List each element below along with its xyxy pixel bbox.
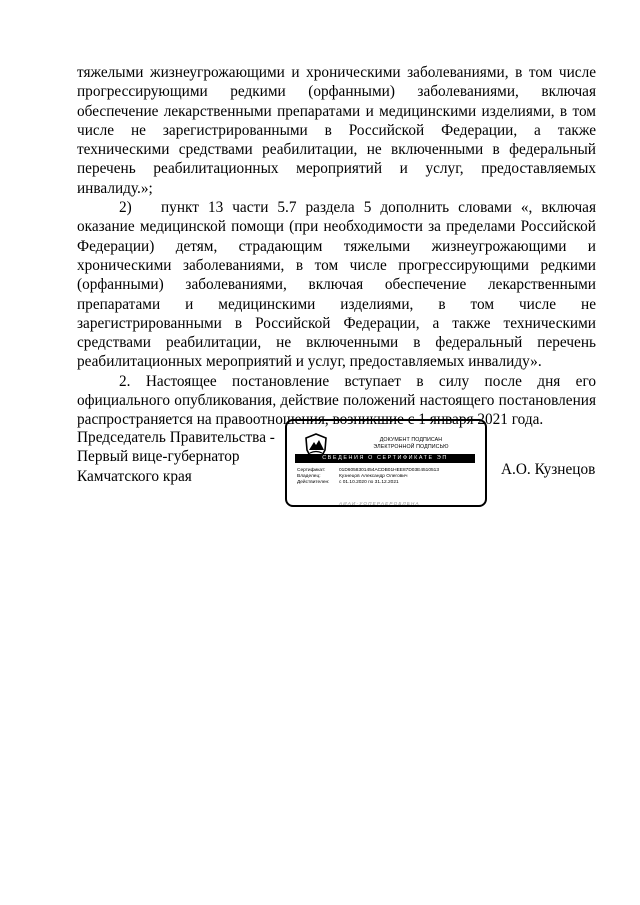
stamp-title [351,437,471,451]
validity-row: Действителен: с 01.10.2020 по 31.12.2021 [297,480,399,486]
position-line-3: Камчатского края [77,467,192,485]
paragraph-effective-date: 2. Настоящее постановление вступает в силу после дня его официального опубликования, действие положений настоящего постановления распространяется на правоотношения, возникшие с 1 января 2021 года. [77,372,596,429]
stamp-info-bar: СВЕДЕНИЯ О СЕРТИФИКАТЕ ЭП [295,454,475,463]
stamp-footer: АИАИ-УОПЕРАЕРОБЛБНА [339,501,420,506]
certificate-row: Сертификат: 01D6058301454ACDB01HEE87D03E4510513 [297,468,440,473]
owner-row: Владелец: Кузнецов Александр Олегович [297,474,408,480]
position-line-1: Председатель Правительства - [77,429,275,446]
paragraph-continuation: тяжелыми жизнеугрожающими и хроническими заболеваниями, в том числе прогрессирующими редкими (орфанными) заболеваниями, включая обеспечение лекарственными препаратами и медицинскими изделиями, в том числе не зарегистрированными в Российской Федерации, а также техническими средствами реабилитации, не включенными в федеральный перечень реабилитационных мероприятий и услуг, предоставляемых инвалиду.»; [77,64,596,197]
item-number: 2) [119,199,132,217]
document-body [77,63,596,430]
paragraph-item-2 [77,198,596,372]
position-line-2: Первый вице-губернатор [77,448,240,466]
stamp-title-line-2: ЭЛЕКТРОННОЙ ПОДПИСЬЮ [373,444,449,450]
signer-name: А.О. Кузнецов [501,461,596,478]
stamp-title-line-1: ДОКУМЕНТ ПОДПИСАН [379,437,443,443]
stamp-details [297,468,439,487]
electronic-signature-stamp [285,419,487,507]
item-text: пункт 13 части 5.7 раздела 5 дополнить словами «, включая оказание медицинской помощи (при необходимости за пределами Российской Федерации) детям, страдающим тяжелыми жизнеугрожающими и хроническими заболеваниями, в том числе прогрессирующими редкими (орфанными) заболеваниями, включая обеспечение лекарственными препаратами и медицинскими изделиями, в том числе не зарегистрированными в Российской Федерации, а также техническими средствами реабилитации, не включенными в федеральный перечень реабилитационных мероприятий и услуг, предоставляемых инвалиду». [77,199,596,371]
signer-position [77,428,277,486]
